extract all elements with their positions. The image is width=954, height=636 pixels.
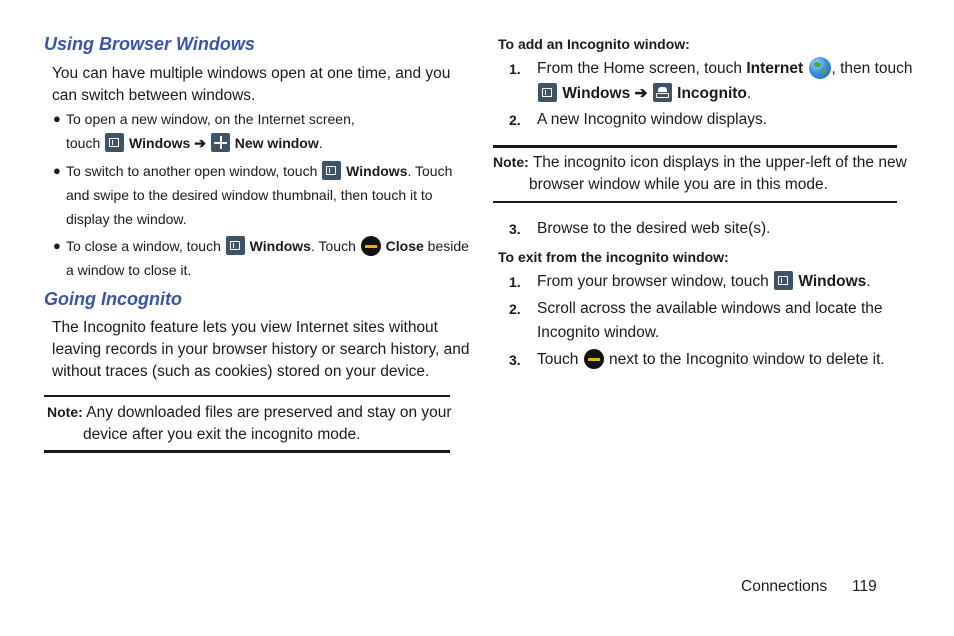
windows-icon [774,271,793,290]
heading-going-incognito: Going Incognito [44,289,182,309]
globe-icon [809,57,831,79]
bullet-switch-window: ● To switch to another open window, touch Windows. Touch and swipe to the desired window thumbnail, then touch it to display the window. [53,163,453,227]
note-rule-bottom [44,450,450,453]
intro-paragraph: You can have multiple windows open at one time, and you can switch between windows. [52,65,451,104]
incognito-paragraph: The Incognito feature lets you view Internet sites without leaving records in your browser history or search history, and without traces (such as cookies) stored on your device. [52,319,470,380]
note-incognito-icon: Note: The incognito icon displays in the upper-left of the new browser window while you are in this mode. [493,154,907,193]
bullet-close-window: ● To close a window, touch Windows. Touch Close beside a window to close it. [53,238,469,278]
step-exit-3: 3. Touch next to the Incognito window to delete it. [509,351,885,368]
note-rule-top [44,395,450,397]
windows-icon [105,133,124,152]
subhead-exit-incognito: To exit from the incognito window: [498,249,729,265]
minus-circle-icon [584,349,604,369]
heading-using-browser-windows: Using Browser Windows [44,34,255,54]
note-downloaded-files: Note: Any downloaded files are preserved and stay on your device after you exit the incognito mode. [47,404,452,443]
windows-icon [538,83,557,102]
note2-rule-top [493,145,897,148]
note2-rule-bottom [493,201,897,203]
footer-page-number: 119 [852,578,877,595]
bullet-open-window: ● To open a new window, on the Internet screen, touch Windows ➔ New window. [53,111,355,151]
subhead-add-incognito: To add an Incognito window: [498,36,690,52]
step-exit-2: 2. Scroll across the available windows and locate the Incognito window. [509,300,883,341]
step-add-2: 2. A new Incognito window displays. [509,111,768,128]
incognito-icon [653,83,672,102]
footer-section: Connections [741,578,828,595]
plus-icon [211,133,230,152]
step-browse-3: 3. Browse to the desired web site(s). [509,220,771,237]
minus-circle-icon [361,236,381,256]
step-exit-1: 1. From your browser window, touch Windows. [509,273,871,290]
windows-icon [322,161,341,180]
step-add-1: 1. From the Home screen, touch Internet , then touch Windows ➔ Incognito. [537,57,913,106]
windows-icon [226,236,245,255]
